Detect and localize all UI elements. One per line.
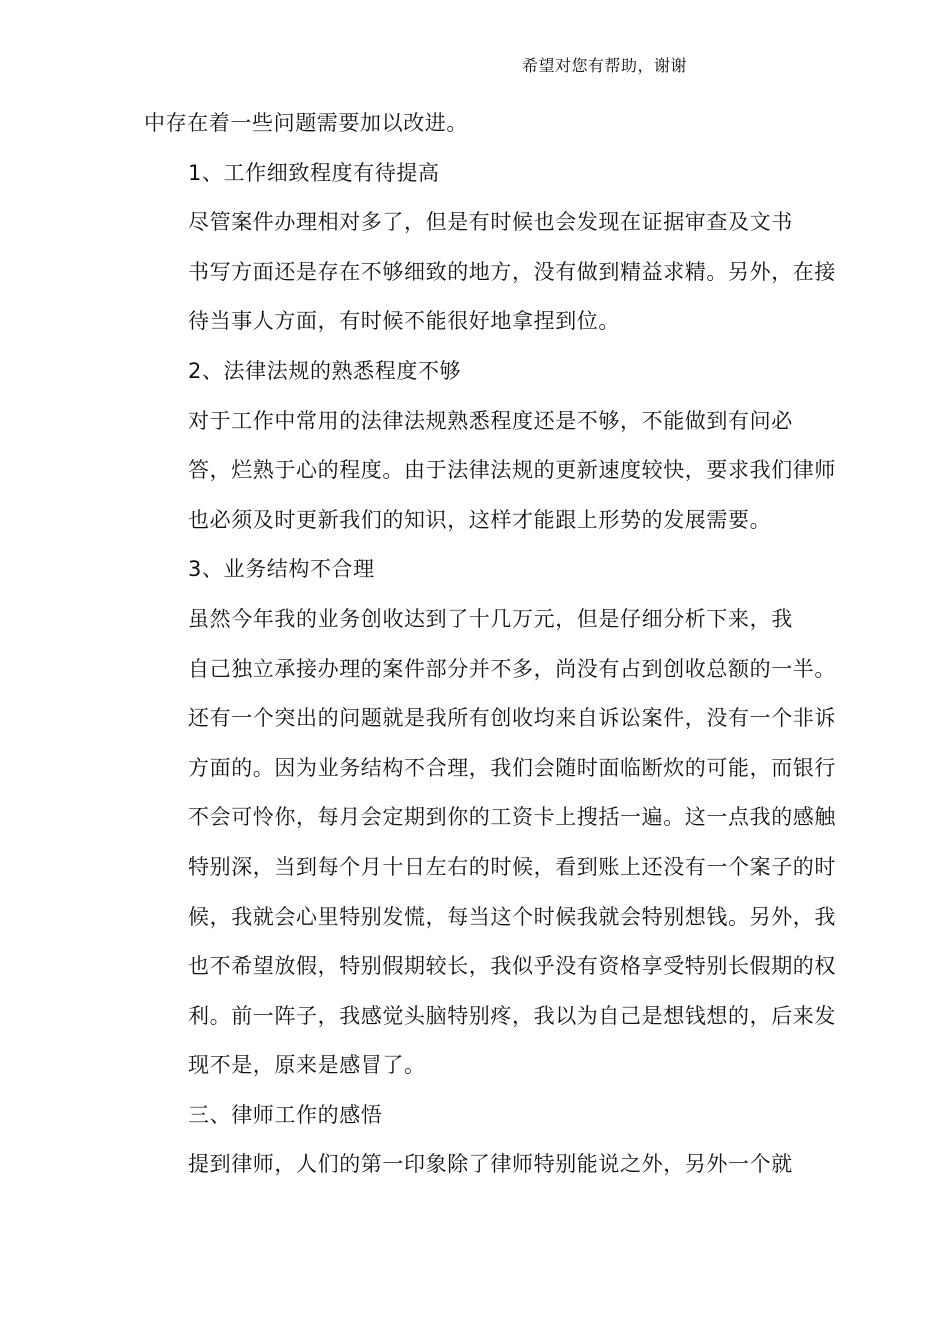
text-line: 提到律师，人们的第一印象除了律师特别能说之外，另外一个就 [188,1152,793,1177]
text-line: 对于工作中常用的法律法规熟悉程度还是不够，不能做到有问必 [188,408,793,433]
text-line: 也不希望放假，特别假期较长，我似乎没有资格享受特别长假期的权 [188,954,836,979]
text-line: 利。前一阵子，我感觉头脑特别疼，我以为自己是想钱想的，后来发 [188,1003,836,1028]
heading-text: 3、业务结构不合理 [188,557,375,582]
paragraph [144,198,836,347]
text-line: 还有一个突出的问题就是我所有创收均来自诉讼案件，没有一个非诉 [188,706,836,731]
heading-text: 2、法律法规的熟悉程度不够 [188,358,462,383]
text-line: 候，我就会心里特别发慌，每当这个时候我就会特别想钱。另外，我 [188,904,836,929]
text-line: 答，烂熟于心的程度。由于法律法规的更新速度较快，要求我们律师 [188,458,836,483]
page-header [522,54,687,78]
text-line: 书写方面还是存在不够细致的地方，没有做到精益求精。另外，在接 [188,259,836,284]
heading-text: 三、律师工作的感悟 [188,1102,383,1127]
text-line: 也必须及时更新我们的知识，这样才能跟上形势的发展需要。 [188,507,772,532]
section-heading-three [144,1091,818,1141]
header-text: 希望对您有帮助，谢谢 [522,56,688,75]
section-heading-3 [144,545,818,595]
text-line: 尽管案件办理相对多了，但是有时候也会发现在证据审查及文书 [188,210,793,235]
paragraph [144,1140,818,1190]
text-line: 自己独立承接办理的案件部分并不多，尚没有占到创收总额的一半。 [188,656,836,681]
text-line: 不会可怜你，每月会定期到你的工资卡上搜括一遍。这一点我的感触 [188,805,836,830]
paragraph [144,595,836,1091]
text-line: 现不是，原来是感冒了。 [188,1053,426,1078]
text-line: 中存在着一些问题需要加以改进。 [144,111,468,135]
heading-text: 1、工作细致程度有待提高 [188,160,440,185]
paragraph-continuation [144,99,818,149]
text-line: 方面的。因为业务结构不合理，我们会随时面临断炊的可能，而银行 [188,755,836,780]
text-line: 虽然今年我的业务创收达到了十几万元，但是仔细分析下来，我 [188,606,793,631]
paragraph [144,397,836,546]
document-body [144,99,836,1190]
text-line: 待当事人方面，有时候不能很好地拿捏到位。 [188,309,620,334]
section-heading-1 [144,149,818,199]
section-heading-2 [144,347,818,397]
text-line: 特别深，当到每个月十日左右的时候，看到账上还没有一个案子的时 [188,854,836,879]
